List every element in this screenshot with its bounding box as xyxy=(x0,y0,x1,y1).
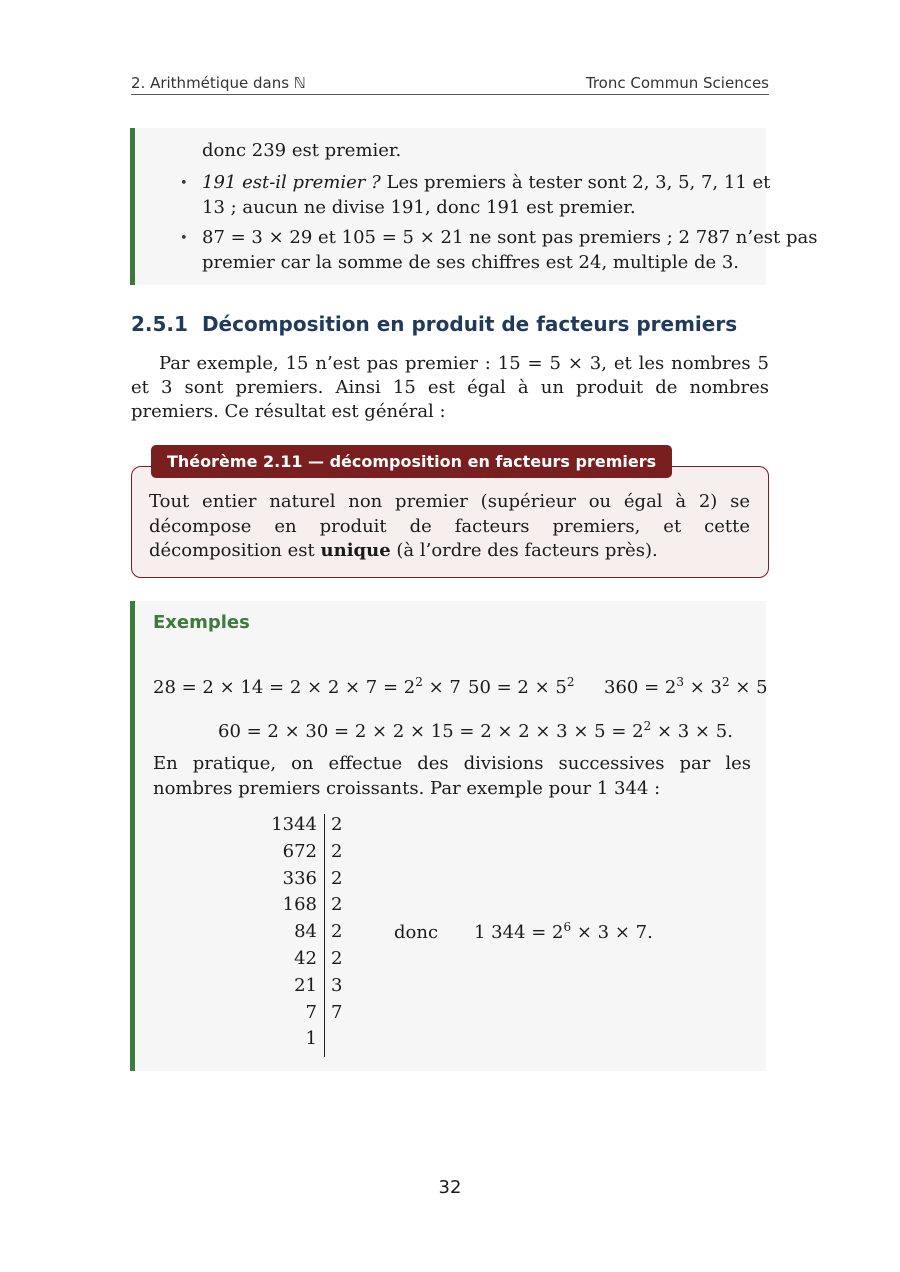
theorem-title: Théorème 2.11 — décomposition en facteurs premiers xyxy=(151,445,672,478)
equation-50 xyxy=(468,677,575,698)
dividend: 21 xyxy=(294,974,317,996)
equation-28 xyxy=(153,677,461,698)
theorem-text xyxy=(149,490,750,564)
dividend: 336 xyxy=(282,867,317,889)
divisor: 2 xyxy=(331,894,343,916)
eq-part: 1 344 = 2 xyxy=(474,922,564,943)
divisor: 2 xyxy=(331,814,343,835)
result-equation xyxy=(474,922,653,943)
eq-part: 360 = 2 xyxy=(604,677,677,698)
text-line: 87 = 3 × 29 et 105 = 5 × 21 ne sont pas premiers ; 2 787 n’est pas xyxy=(202,227,818,248)
page-number: 32 xyxy=(438,1177,462,1198)
dividend: 84 xyxy=(294,921,317,943)
donc-word: donc xyxy=(394,922,439,943)
section-heading xyxy=(131,312,737,336)
theorem-text-part: Tout entier naturel non premier (supérieur ou égal à 2) se décompose en produit de facteurs premiers, et cette décomposition est xyxy=(149,491,750,561)
divisor: 2 xyxy=(331,948,343,969)
divisor: 2 xyxy=(331,840,343,862)
course-title: Tronc Commun Sciences xyxy=(585,74,769,92)
running-header xyxy=(131,72,769,95)
text-line: 13 ; aucun ne divise 191, donc 191 est premier. xyxy=(202,197,636,218)
eq-exponent: 2 xyxy=(566,675,575,689)
dividend: 168 xyxy=(282,894,317,916)
eq-part: × 3 xyxy=(683,677,722,698)
eq-exponent: 3 xyxy=(676,675,684,689)
bullet-icon: • xyxy=(180,231,188,246)
dividend: 672 xyxy=(282,840,317,862)
bullet-item-87 xyxy=(202,225,818,275)
eq-exponent: 2 xyxy=(721,675,730,689)
divisor: 3 xyxy=(331,974,343,996)
equation-360 xyxy=(604,677,768,698)
eq-exponent: 2 xyxy=(643,719,652,733)
dividend: 7 xyxy=(305,1001,317,1023)
theorem-text-part: (à l’ordre des facteurs près). xyxy=(390,540,658,561)
italic-question: 191 est-il premier ? xyxy=(202,172,381,193)
divisor: 2 xyxy=(331,867,343,889)
equation-60 xyxy=(218,721,733,742)
eq-exponent: 2 xyxy=(415,675,423,689)
examples-title: Exemples xyxy=(153,612,250,633)
division-separator xyxy=(324,814,325,1057)
eq-part: 60 = 2 × 30 = 2 × 2 × 15 = 2 × 2 × 3 × 5 = 2 xyxy=(218,721,644,742)
bullet-item-191 xyxy=(202,170,771,220)
practice-paragraph: En pratique, on effectue des divisions successives par les nombres premiers croissants. Par exemple pour 1 344 : xyxy=(153,753,751,799)
section-title: Décomposition en produit de facteurs premiers xyxy=(201,312,738,336)
eq-part: 50 = 2 × 5 xyxy=(468,677,567,698)
eq-part: 28 = 2 × 14 = 2 × 2 × 7 = 2 xyxy=(153,677,416,698)
eq-part: × 3 × 5. xyxy=(651,721,733,742)
chapter-title: 2. Arithmétique dans ℕ xyxy=(131,74,306,92)
eq-exponent: 6 xyxy=(563,920,572,934)
examples-box xyxy=(130,601,766,1071)
divisor: 7 xyxy=(331,1001,343,1023)
text-line: donc 239 est premier. xyxy=(202,140,402,161)
dividend: 1344 xyxy=(271,814,317,835)
intro-paragraph: Par exemple, 15 n’est pas premier : 15 = 5 × 3, et les nombres 5 et 3 sont premiers. Ainsi 15 est égal à un produit de nombres premiers. Ce résultat est général : xyxy=(131,353,769,422)
text-line: premier car la somme de ses chiffres est 24, multiple de 3. xyxy=(202,252,740,273)
section-number: 2.5.1 xyxy=(131,312,188,336)
eq-part: × 7 xyxy=(422,677,461,698)
eq-part: × 5 xyxy=(729,677,768,698)
divisor: 2 xyxy=(331,921,343,943)
theorem-bold-word: unique xyxy=(320,540,391,561)
text-line: Les premiers à tester sont 2, 3, 5, 7, 11 et xyxy=(380,172,771,193)
dividend: 42 xyxy=(294,948,317,969)
dividend: 1 xyxy=(305,1028,317,1050)
bullet-icon: • xyxy=(180,176,188,191)
eq-part: × 3 × 7. xyxy=(571,922,653,943)
